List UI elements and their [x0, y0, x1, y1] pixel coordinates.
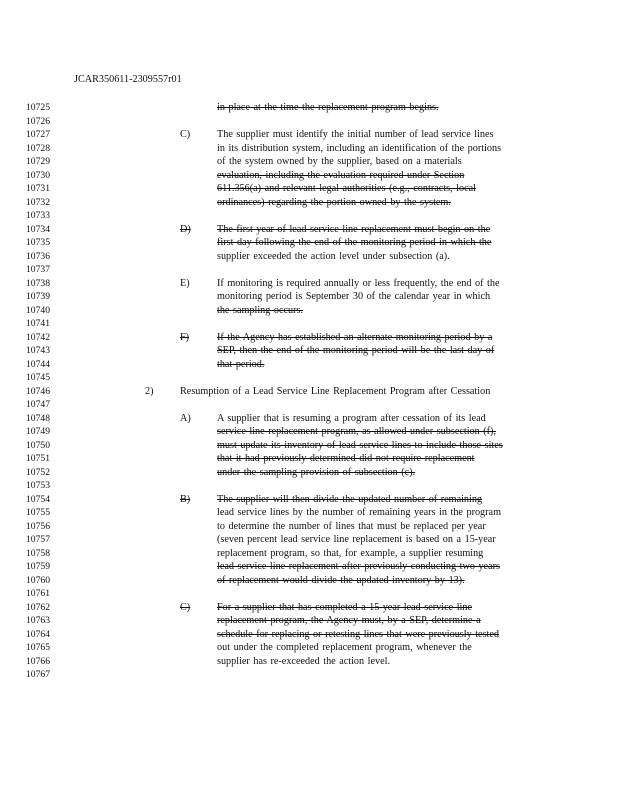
- text-line: must update its inventory of lead service lines to include those sites: [217, 439, 503, 451]
- text-line: 611.356(a) and relevant legal authorities (e.g., contracts, local: [217, 183, 476, 194]
- text-line: first day following the end of the monitoring period in which the: [217, 237, 492, 248]
- text-line: lead service line replacement after previously conducting two years: [217, 561, 500, 572]
- line-number: 10744: [26, 358, 50, 370]
- line-number: 10726: [26, 115, 50, 127]
- text-line: supplier exceeded the action level under subsection (a).: [217, 250, 450, 262]
- line-number: 10734: [26, 223, 50, 235]
- line-number: 10766: [26, 655, 50, 667]
- line-number: 10760: [26, 574, 50, 586]
- text-line: monitoring period is September 30 of the calendar year in which: [217, 291, 491, 302]
- section-heading: Resumption of a Lead Service Line Replacement Program after Cessation: [180, 385, 491, 397]
- line-number: 10732: [26, 196, 50, 208]
- item-marker: D): [180, 223, 191, 235]
- section-marker: 2): [145, 385, 154, 397]
- text-line: supplier has re-exceeded the action level.: [217, 655, 391, 667]
- text-line: replacement program, so that, for example, a supplier resuming: [217, 547, 484, 559]
- line-number: 10753: [26, 480, 50, 491]
- item-marker: C): [180, 601, 191, 613]
- text-line: out under the completed replacement program, whenever the: [217, 642, 472, 653]
- line-number: 10739: [26, 291, 50, 302]
- line-number: 10757: [26, 534, 50, 545]
- text-line: service line replacement program, as allowed under subsection (f),: [217, 426, 496, 437]
- line-number: 10759: [26, 561, 50, 572]
- item-marker: A): [180, 412, 191, 424]
- line-number: 10725: [26, 102, 50, 113]
- line-number: 10754: [26, 493, 50, 505]
- item-marker: B): [180, 493, 191, 505]
- line-number: 10764: [26, 628, 50, 640]
- line-number: 10738: [26, 277, 50, 289]
- text-line: The first year of lead service line replacement must begin on the: [217, 223, 491, 235]
- line-number: 10763: [26, 615, 50, 626]
- text-line: A supplier that is resuming a program after cessation of its lead: [217, 412, 486, 424]
- line-number: 10755: [26, 507, 50, 518]
- text-line: lead service lines by the number of remaining years in the program: [217, 507, 501, 518]
- line-number: 10750: [26, 439, 50, 451]
- text-line: that period.: [217, 358, 265, 370]
- text-line: replacement program, the Agency must, by a SEP, determine a: [217, 615, 481, 626]
- text-line: in its distribution system, including an identification of the portions: [217, 142, 502, 154]
- text-line: For a supplier that has completed a 15-year lead service line: [217, 601, 472, 613]
- text-line: of replacement would divide the updated inventory by 13).: [217, 574, 465, 586]
- text-line: SEP, then the end of the monitoring period will be the last day of: [217, 345, 495, 356]
- line-number: 10751: [26, 453, 50, 464]
- line-number: 10737: [26, 264, 50, 275]
- text-line: of the system owned by the supplier, based on a materials: [217, 156, 462, 167]
- item-marker: E): [180, 277, 190, 289]
- text-line: (seven percent lead service line replacement is based on a 15-year: [217, 534, 496, 545]
- item-marker: F): [180, 331, 190, 343]
- line-number: 10742: [26, 331, 50, 343]
- text-line: The supplier will then divide the updated number of remaining: [217, 493, 483, 505]
- text-line: If monitoring is required annually or less frequently, the end of the: [217, 277, 500, 289]
- line-number: 10743: [26, 345, 50, 356]
- line-number: 10740: [26, 304, 50, 316]
- line-number: 10748: [26, 412, 50, 424]
- line-number: 10735: [26, 237, 50, 248]
- text-line: the sampling occurs.: [217, 304, 304, 316]
- document-id: JCAR350611-2309557r01: [74, 74, 182, 85]
- line-number: 10733: [26, 210, 50, 221]
- line-number: 10728: [26, 142, 50, 154]
- line-number: 10767: [26, 669, 50, 680]
- text-line: evaluation, including the evaluation required under Section: [217, 169, 465, 181]
- line-number: 10752: [26, 466, 50, 478]
- line-number: 10762: [26, 601, 50, 613]
- line-number: 10746: [26, 385, 50, 397]
- line-number: 10761: [26, 588, 50, 599]
- line-number: 10745: [26, 372, 50, 383]
- line-number: 10765: [26, 642, 50, 653]
- text-line: in place at the time the replacement program begins.: [217, 102, 439, 113]
- text-line: that it had previously determined did not require replacement: [217, 453, 475, 464]
- text-line: schedule for replacing or retesting lines that were previously tested: [217, 628, 499, 640]
- text-line: to determine the number of lines that must be replaced per year: [217, 520, 486, 532]
- line-number: 10758: [26, 547, 50, 559]
- line-number: 10741: [26, 318, 50, 329]
- text-line: The supplier must identify the initial number of lead service lines: [217, 129, 494, 140]
- line-number: 10731: [26, 183, 50, 194]
- line-number: 10729: [26, 156, 50, 167]
- line-number: 10749: [26, 426, 50, 437]
- item-marker: C): [180, 129, 191, 140]
- text-line: If the Agency has established an alternate monitoring period by a: [217, 331, 493, 343]
- text-line: ordinances) regarding the portion owned by the system.: [217, 196, 451, 208]
- line-number: 10730: [26, 169, 50, 181]
- line-number: 10747: [26, 399, 50, 410]
- line-number: 10727: [26, 129, 50, 140]
- text-line: under the sampling provision of subsection (c).: [217, 466, 416, 478]
- line-number: 10736: [26, 250, 50, 262]
- line-number: 10756: [26, 520, 50, 532]
